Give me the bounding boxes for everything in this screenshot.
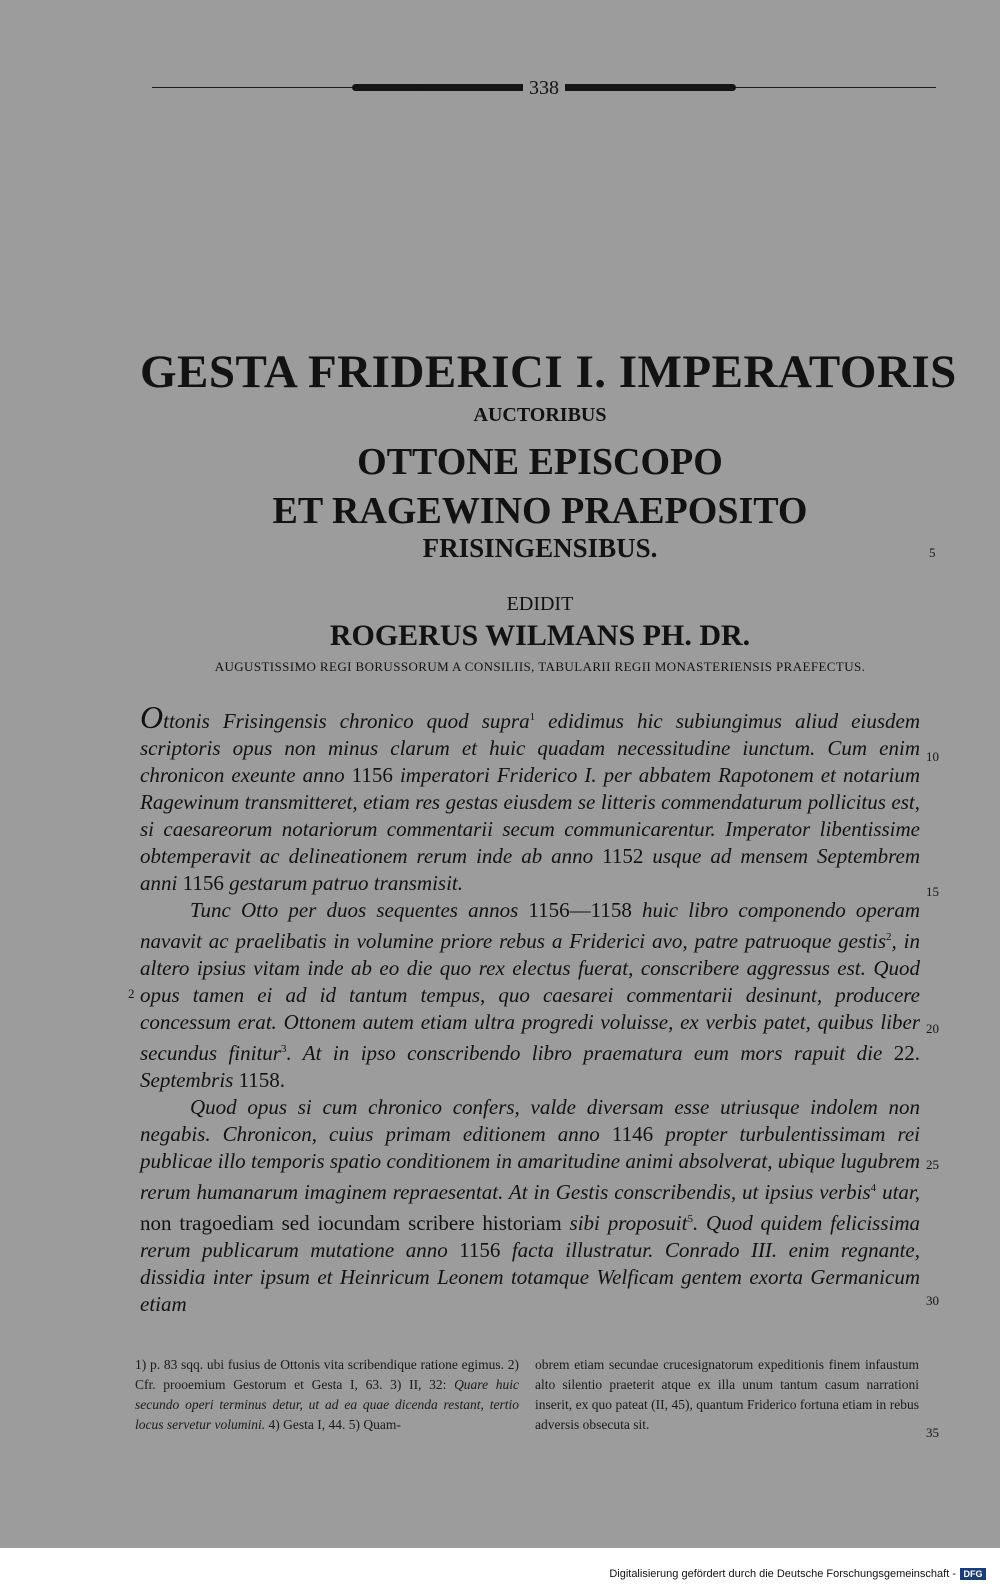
text-run: propter turbulentissimam rei publicae illo temporis spatio conditionem in amaritudine animi absolverat, ubique lugubrem rerum humanarum imaginem repraesentat. At in Gestis conscribendis, ut ipsius verbis — [140, 1122, 920, 1204]
footnote-ref: 5 — [687, 1213, 693, 1225]
editor-subtitle: AUGUSTISSIMO REGI BORUSSORUM A CONSILIIS, TABULARII REGII MONASTERIENSIS PRAEFECTUS. — [214, 659, 866, 674]
main-title: GESTA FRIDERICI I. IMPERATORIS — [140, 346, 957, 398]
year: 1152 — [602, 844, 644, 868]
drop-initial: O — [140, 699, 164, 735]
author-line-1: OTTONE EPISCOPO — [357, 441, 723, 483]
author-line-3: FRISINGENSIBUS. — [422, 533, 658, 563]
line-number-15: 15 — [926, 884, 939, 899]
text-run: gestarum patruo transmisit. — [223, 871, 464, 895]
auctoribus-label: AUCTORIBUS — [473, 404, 607, 426]
text-run: facta illustratur. Conrado III. enim regnante, dissidia inter ipsum et Heinricum Leonem totamque Welficam gentem exorta Germanicum etiam — [140, 1238, 921, 1316]
dfg-logo-icon: DFG — [960, 1568, 986, 1580]
text-run: Quod opus si cum chronico confers, valde diversam esse utriusque indolem non negabis. Chronicon, cuius primam editionem anno — [140, 1095, 920, 1146]
footnote-text: 4) Gesta I, 44. 5) Quam- — [265, 1417, 401, 1432]
digitization-footer — [0, 1548, 1000, 1589]
text-run: imperatori Friderico I. per abbatem Rapotonem et notarium Ragewinum transmitteret, etiam res gestas eiusdem se litteris commendaturum pollicitus est, si caesareorum notariorum commentarii secum communicarentur. Imperator libentissime obtemperavit ac delineationem rerum inde ab anno — [140, 763, 920, 868]
paragraph-1 — [140, 699, 920, 897]
text-run: utar, — [876, 1180, 920, 1204]
line-number-30: 30 — [926, 1293, 939, 1308]
text-run: huic libro componendo operam navavit ac praelibatis in volumine priore rebus a Friderici avo, patre patruoque gestis — [140, 898, 921, 953]
footnote-ref: 2 — [886, 931, 892, 943]
page-number: 338 — [523, 77, 565, 99]
line-number-20: 20 — [926, 1021, 939, 1036]
footnotes-right: obrem etiam secundae crucesignatorum expeditionis finem infaustum alto silentio praeterit atque ex illa unum tantum casum narrationi inserit, ex quo pateat (II, 45), quantum Friderico fortuna etiam in rebus adversis obsecuta sit. — [535, 1357, 919, 1432]
text-run: sibi proposuit — [561, 1211, 688, 1235]
day: 22. — [893, 1041, 920, 1065]
year: 1156 — [351, 763, 393, 787]
author-line-2: ET RAGEWINO PRAEPOSITO — [272, 490, 808, 532]
text-run: . At in ipso conscribendo libro praematura eum mors rapuit die — [286, 1041, 894, 1065]
line-number-5: 5 — [929, 545, 936, 560]
year: 1156—1158 — [528, 898, 632, 922]
text-run: ttonis Frisingensis chronico quod supra — [163, 709, 530, 733]
text-run: usque ad mensem Septembrem anni — [140, 844, 920, 895]
line-number-25: 25 — [926, 1157, 939, 1172]
line-number-35: 35 — [926, 1425, 939, 1440]
paragraph-3 — [140, 1094, 920, 1318]
footnote-quote: Quare huic secundo operi terminus detur, ut ad ea quae dicenda restant, tertio locus servetur volumini. — [135, 1377, 519, 1432]
text-run: Tunc Otto per duos sequentes annos — [190, 898, 529, 922]
text-run: edidimus hic subiungimus aliud eiusdem scriptoris opus non minus clarum et huic quadam necessitudine iunctum. Cum enim chronicon exeunte anno — [140, 709, 920, 787]
year: 1158. — [238, 1068, 286, 1092]
text-run: , in altero ipsius vitam inde ab eo die quo rex electus fuerat, conscribere aggressus est. Quod opus tamen ei ad id tantum tempus, quo caesarei commentarii desinunt, producere concessum erat. Ottonem autem etiam ultra progredi voluisse, ex verbis patet, quibus liber secundus finitur — [140, 929, 920, 1065]
year: 1156 — [182, 871, 224, 895]
margin-note: 2 — [128, 986, 135, 1001]
body-text — [140, 699, 921, 1318]
year: 1156 — [459, 1238, 501, 1262]
dfg-credit: Digitalisierung gefördert durch die Deutsche Forschungsgemeinschaft - — [609, 1568, 956, 1580]
text-run: . Quod quidem felicissima rerum publicarum mutatione anno — [140, 1211, 921, 1262]
paragraph-2 — [140, 897, 920, 1094]
upright-text: non tragoediam sed iocundam scribere historiam — [140, 1211, 562, 1235]
editor-name: ROGERUS WILMANS PH. DR. — [329, 619, 751, 652]
line-number-10: 10 — [926, 749, 939, 764]
edidit-label: EDIDIT — [506, 593, 574, 615]
footnote-ref: 4 — [870, 1182, 877, 1194]
footnotes-left — [135, 1355, 519, 1435]
text-run: Septembris — [140, 1068, 239, 1092]
footnote-ref: 1 — [529, 711, 536, 723]
page-header — [152, 74, 936, 102]
footnote-text: 1) p. 83 sqq. ubi fusius de Ottonis vita scribendique ratione egimus. 2) Cfr. prooemium Gestorum et Gesta I, 63. 3) II, 32: — [135, 1357, 519, 1392]
year: 1146 — [611, 1122, 654, 1146]
footnote-ref: 3 — [280, 1043, 287, 1055]
